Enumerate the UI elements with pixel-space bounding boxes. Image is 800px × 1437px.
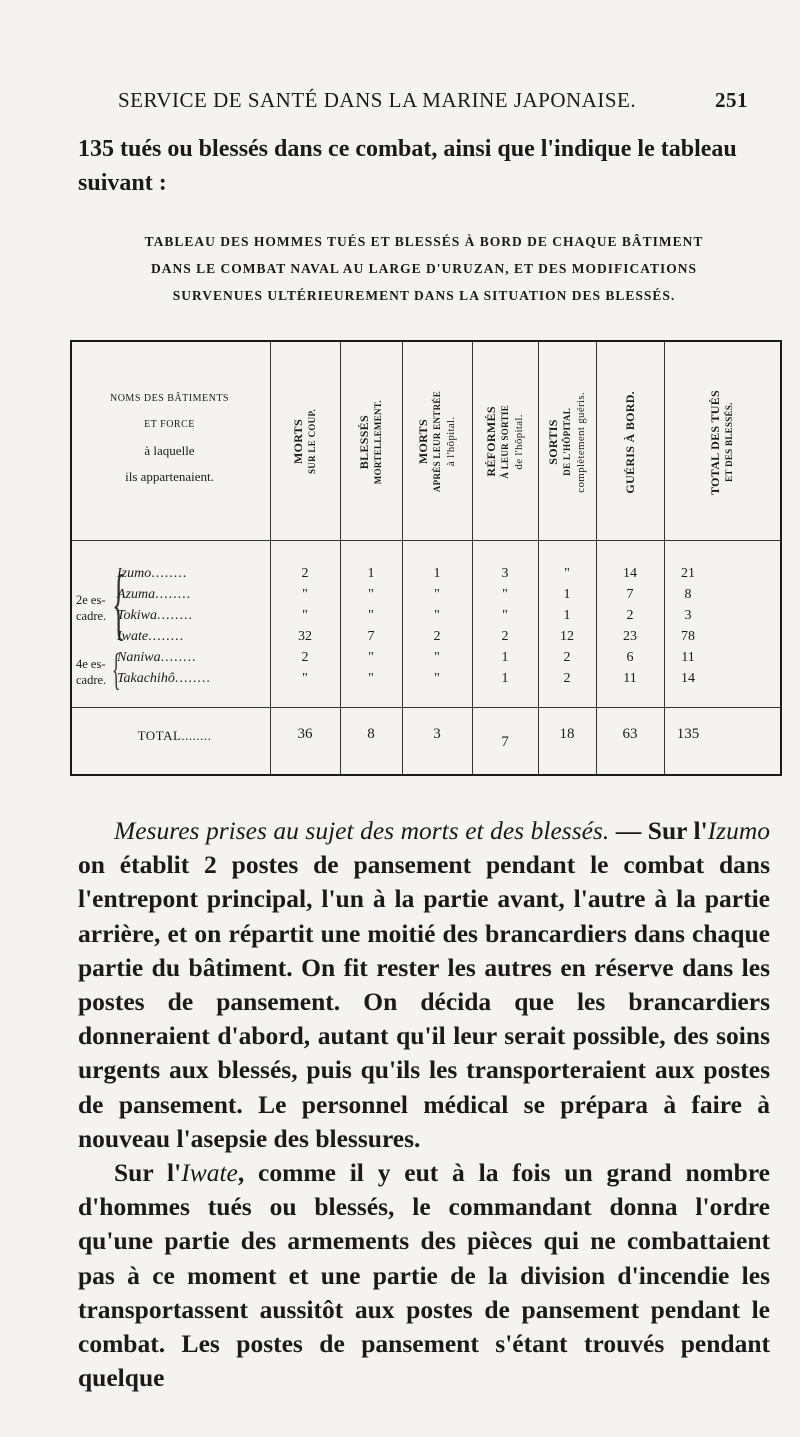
column-header-sub: complètement guéris.	[575, 391, 587, 493]
column-header-main: TOTAL DES TUÉS	[708, 389, 722, 495]
ship-name: Iwate	[181, 1158, 238, 1188]
table-cell: 1	[501, 650, 509, 665]
table-cell: "	[502, 587, 508, 602]
table-cell: 21	[681, 566, 695, 581]
table-cell: 7	[626, 587, 634, 602]
table-cell: 1	[433, 566, 441, 581]
table-row	[72, 585, 780, 605]
table-cell: "	[502, 608, 508, 623]
table-title	[78, 228, 770, 309]
ship-name-header-line: ET FORCE	[144, 419, 195, 430]
table-cell: 3	[501, 566, 509, 581]
ship-name-cell: Takachihô........	[117, 671, 211, 686]
ship-name: Takachihô	[117, 671, 175, 686]
table-cell: "	[564, 566, 570, 581]
paragraph-text: — Sur l'	[609, 816, 708, 845]
paragraph-text: Sur l'	[114, 1158, 182, 1188]
ship-name: Izumo	[117, 566, 152, 581]
table-cell: "	[434, 587, 440, 602]
ship-name: Azuma	[117, 587, 156, 602]
table-row	[72, 669, 780, 689]
total-cell: 18	[559, 726, 575, 742]
brace-icon: {	[112, 560, 126, 648]
table-row	[72, 648, 780, 668]
paragraph-text: , comme il y eut à la fois un grand nombre d'hommes tués ou blessés, le commandant donna l'ordre qu'une partie des armements des pièces qui ne combattaient pas à ce moment et une partie de la division d'incendie les transportassent aussitôt aux postes de pansement pendant le combat. Les postes de pansement s'étant trouvés pendant quelque	[78, 1158, 770, 1393]
column-header-sub: à l'hôpital.	[445, 417, 457, 467]
table-cell: 3	[684, 608, 692, 623]
column-header-main: GUÉRIS À BORD.	[623, 390, 637, 494]
table-cell: 2	[433, 629, 441, 644]
table-cell: 11	[681, 650, 695, 665]
column-header-sub: ET DES BLESSÉS.	[724, 402, 734, 482]
table-cell: "	[368, 608, 374, 623]
total-cell: 7	[501, 734, 509, 750]
table-cell: 11	[623, 671, 637, 686]
total-cell: 8	[367, 726, 375, 742]
ship-name: Naniwa	[117, 650, 161, 665]
ship-name-header-line: à laquelle	[144, 443, 195, 458]
table-cell: 7	[367, 629, 375, 644]
table-cell: 78	[681, 629, 695, 644]
total-rule	[72, 707, 780, 708]
table-cell: 1	[563, 587, 571, 602]
squadron-label: cadre.	[76, 673, 107, 687]
column-header-discharged	[472, 344, 538, 540]
table-cell: 2	[563, 650, 571, 665]
table-cell: "	[302, 587, 308, 602]
table-title-line: SURVENUES ULTÉRIEUREMENT DANS LA SITUATION DES BLESSÉS.	[172, 288, 676, 303]
table-cell: 23	[623, 629, 637, 644]
squadron-label: 2e es-	[76, 593, 106, 607]
section-heading: Mesures prises au sujet des morts et des blessés.	[114, 816, 610, 845]
table-cell: 8	[684, 587, 692, 602]
column-header-cured-aboard	[596, 344, 664, 540]
column-header-died-hospital	[402, 344, 472, 540]
ship-name-cell: Azuma........	[117, 587, 192, 602]
table-cell: 1	[563, 608, 571, 623]
table-row	[72, 606, 780, 626]
total-cell: 135	[676, 726, 700, 742]
column-header-total	[664, 344, 780, 540]
page-number: 251	[715, 88, 748, 112]
table-cell: "	[434, 650, 440, 665]
ship-name-cell: Iwate........	[117, 629, 185, 644]
column-header-sub: de l'hôpital.	[513, 414, 525, 470]
column-header-sub: APRÈS LEUR ENTRÉE	[432, 391, 442, 493]
brace-icon: {	[112, 645, 121, 694]
column-header-killed	[270, 344, 340, 540]
table-cell: 2	[626, 608, 634, 623]
total-cell: 36	[297, 726, 313, 742]
ship-name-cell: Naniwa........	[117, 650, 197, 665]
ship-name-cell: Izumo........	[117, 566, 188, 581]
table-cell: 14	[623, 566, 637, 581]
table-cell: "	[368, 587, 374, 602]
column-header-mortally-wounded	[340, 344, 402, 540]
running-title: SERVICE DE SANTÉ DANS LA MARINE JAPONAISE.	[118, 88, 637, 112]
casualty-table	[70, 340, 782, 776]
squadron-label: 4e es-	[76, 657, 106, 671]
table-cell: 2	[301, 650, 309, 665]
ship-name-header-line: NOMS DES BÂTIMENTS	[109, 393, 229, 404]
table-cell: "	[302, 671, 308, 686]
ship-name-header	[72, 386, 267, 490]
table-cell: 1	[367, 566, 375, 581]
body-text	[78, 814, 770, 1395]
intro-paragraph: 135 tués ou blessés dans ce combat, ainsi que l'indique le tableau suivant :	[78, 136, 737, 196]
table-cell: "	[434, 608, 440, 623]
table-cell: "	[368, 650, 374, 665]
column-header-main: BLESSÉS	[357, 414, 371, 470]
ship-name-cell: Tokiwa........	[117, 608, 193, 623]
ship-name-header-line: ils appartenaient.	[125, 469, 214, 484]
column-header-sub: MORTELLEMENT.	[373, 399, 383, 485]
column-header-main: MORTS	[291, 419, 305, 465]
paragraph	[78, 1156, 770, 1395]
total-cell: 63	[622, 726, 638, 742]
table-cell: 12	[560, 629, 574, 644]
table-title-line: TABLEAU DES HOMMES TUÉS ET BLESSÉS À BORD DE CHAQUE BÂTIMENT	[144, 234, 704, 249]
table-cell: "	[434, 671, 440, 686]
column-header-cured-hospital	[538, 344, 596, 540]
ship-name: Izumo	[707, 816, 771, 845]
table-cell: 2	[501, 629, 509, 644]
table-cell: 6	[626, 650, 634, 665]
total-label-text: TOTAL	[137, 728, 182, 743]
column-header-sub: À LEUR SORTIE	[500, 405, 510, 479]
table-cell: "	[368, 671, 374, 686]
header-rule	[72, 540, 780, 541]
running-header	[118, 88, 748, 113]
table-cell: 2	[301, 566, 309, 581]
paragraph	[78, 814, 770, 1156]
table-cell: 32	[298, 629, 312, 644]
column-header-main: RÉFORMÉS	[484, 406, 498, 478]
total-cell: 3	[433, 726, 441, 742]
table-cell: "	[302, 608, 308, 623]
table-cell: 14	[681, 671, 695, 686]
column-header-sub: SUR LE COUP.	[307, 409, 317, 475]
column-header-main: SORTIS	[546, 419, 560, 465]
ship-name: Tokiwa	[117, 608, 157, 623]
paragraph-text: on établit 2 postes de pansement pendant le combat dans l'entrepont principal, l'un à la partie avant, l'autre à la partie arrière, et on répartit une moitié des brancardiers dans chaque partie du bâtiment. On fit rester les autres en réserve dans les postes de pansement. On décida que les brancardiers donneraient d'abord, autant qu'il leur serait possible, des soins urgents aux blessés, puis qu'ils les transporteraient aux postes de pansement. Le personnel médical se prépara à faire à nouveau l'asepsie des blessures.	[78, 850, 770, 1153]
column-header-main: MORTS	[416, 419, 430, 465]
table-cell: 1	[501, 671, 509, 686]
table-title-line: DANS LE COMBAT NAVAL AU LARGE D'URUZAN, ET DES MODIFICATIONS	[150, 261, 698, 276]
table-row	[72, 627, 780, 647]
table-cell: 2	[563, 671, 571, 686]
column-header-sub: DE L'HÔPITAL	[562, 408, 572, 476]
total-label: TOTAL........	[137, 728, 212, 743]
ship-name: Iwate	[117, 629, 149, 644]
table-row	[72, 564, 780, 584]
squadron-label: cadre.	[76, 609, 107, 623]
